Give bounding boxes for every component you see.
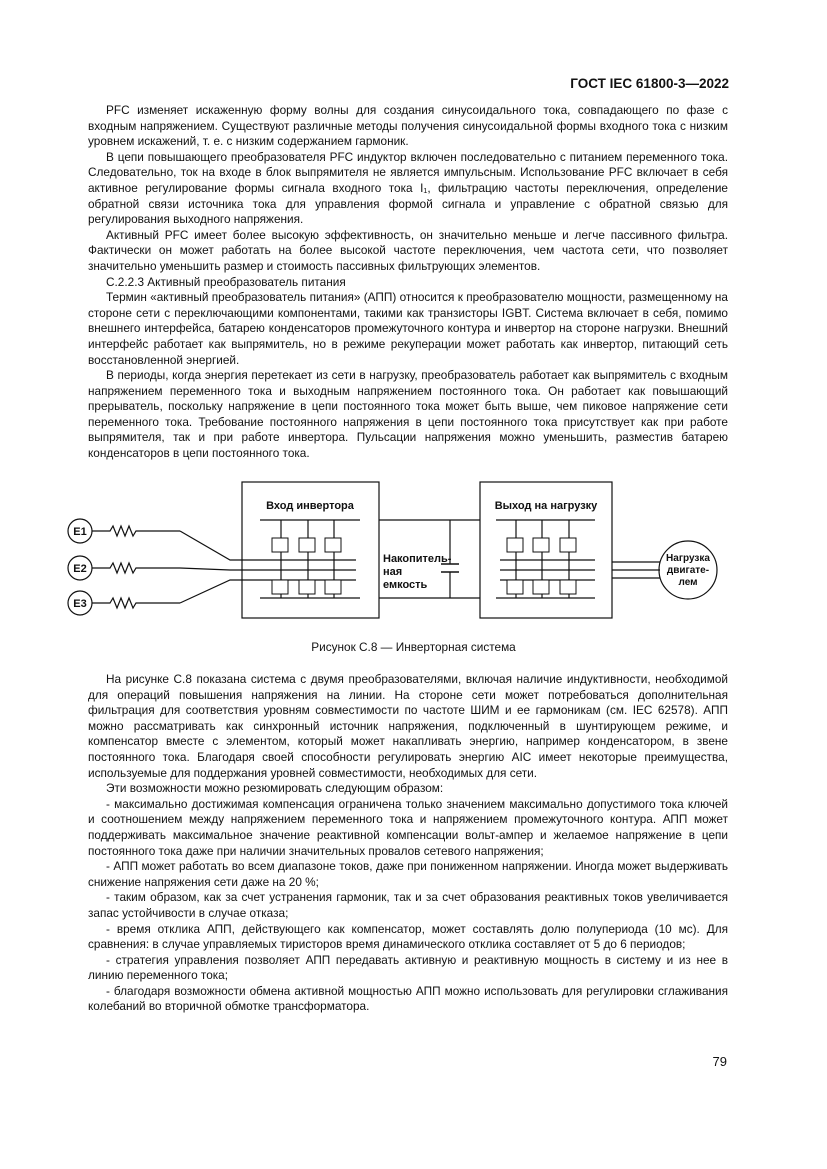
section-heading: С.2.2.3 Активный преобразователь питания xyxy=(106,274,346,289)
load-label-line1: Нагрузка xyxy=(666,553,710,564)
paragraph: В цепи повышающего преобразователя PFC индуктор включен последовательно с питанием переменного тока. Следовательно, ток на входе в блок выпрямителя не является импульсным. Использование PFC включает в себя активное регулирование формы сигнала входного тока I₁, фильтрацию частоты переключения, определение обратной связи источника тока для управления формой сигнала и управление с обратной связью для регулирования выходного напряжения. xyxy=(88,149,728,227)
source-e1-label: E1 xyxy=(73,526,87,538)
inverter-input-label: Вход инвертора xyxy=(266,500,354,512)
inductor-line-1 xyxy=(92,526,180,536)
list-item: - время отклика АПП, действующего как компенсатор, может составлять долю полупериода (10 мс). Для сравнения: в случае управляемых тиристоров время динамического отклика составляет от 5 до 6 периодов; xyxy=(88,921,728,952)
paragraph: На рисунке С.8 показана система с двумя преобразователями, включая наличие индуктивности, необходимой для операций повышения напряжения на линии. На стороне сети может потребоваться дополнительная фильтрация для соответствия уровням совместимости по частоте ШИМ и ее гармоникам (см. IEC 62578). АПП можно рассматривать как синхронный источник напряжения, подключенный в шунтирующем режиме, и компенсатор вместе с элементом, который может накапливать энергию, например конденсатором, в звене постоянного тока. Благодаря своей способности регулировать энергию AIC имеет некоторые преимущества, используемые для поддержания уровней совместимости, необходимых для сети. xyxy=(88,672,728,780)
paragraph: Активный PFC имеет более высокую эффективность, он значительно меньше и легче пассивного фильтра. Фактически он может работать на более высокой частоте переключения, чем частота сети, что позволяет значительно уменьшить размер и стоимость пассивных фильтрующих элементов. xyxy=(88,227,728,273)
list-item: - максимально достижимая компенсация ограничена только значением максимально допустимого тока ключей и соотношением между напряжением переменного тока и напряжением промежуточного контура. АПП может поддерживать максимальное значение реактивной компенсации вольт-ампер и желаемое напряжение в цепи постоянного тока даже при наличии значительных провалов сетевого напряжения; xyxy=(88,796,728,858)
inductor-line-3 xyxy=(92,598,180,608)
document-standard-header: ГОСТ IEC 61800-3—2022 xyxy=(570,76,729,91)
paragraph: Эти возможности можно резюмировать следующим образом: xyxy=(106,781,444,796)
figure-caption: Рисунок С.8 — Инверторная система xyxy=(311,640,516,654)
paragraph: PFC изменяет искаженную форму волны для создания синусоидального тока, совпадающего по фазе с входным напряжением. Существуют различные методы получения синусоидальной формы входного тока с низким уровнем искажений, т. е. с низким содержанием гармоник. xyxy=(88,103,728,149)
bottom-text-block xyxy=(88,672,728,1015)
source-e2-label: E2 xyxy=(73,563,87,575)
storage-label-line3: емкость xyxy=(383,579,428,591)
list-item: - таким образом, как за счет устранения гармоник, так и за счет образования реактивных токов увеличивается запас устойчивости в случае отказа; xyxy=(88,890,728,920)
storage-label-line2: ная xyxy=(383,566,403,578)
storage-label-line1: Накопитель- xyxy=(383,553,452,565)
load-label-line3: лем xyxy=(678,577,698,588)
paragraph: Термин «активный преобразователь питания» (АПП) относится к преобразователю мощности, размещенному на стороне сети с переключающими компонентами, такими как транзисторы IGBT. Система включает в себя, помимо внешнего интерфейса, батарею конденсаторов промежуточного контура и инвертор на стороне нагрузки. Внешний интерфейс работает как выпрямитель, но в режиме рекуперации может работать как инвертор, питающий сеть восстановленной энергией. xyxy=(88,290,728,367)
source-e3-label: E3 xyxy=(73,598,87,610)
page-number: 79 xyxy=(712,1054,727,1069)
capacitor-symbol xyxy=(441,564,459,572)
inductor-line-2 xyxy=(92,563,180,573)
load-label-line2: двигате- xyxy=(666,565,710,576)
list-item: - стратегия управления позволяет АПП передавать активную и реактивную мощность в систему и из нее в линию переменного тока; xyxy=(88,952,728,983)
inverter-system-diagram xyxy=(60,480,740,628)
paragraph: В периоды, когда энергия перетекает из сети в нагрузку, преобразователь работает как выпрямитель с входным напряжением переменного тока и выходным напряжением постоянного тока. Он работает как повышающий прерыватель, поскольку напряжение в цепи постоянного тока может быть выше, чем пиковое напряжение сети переменного тока. Требование постоянного напряжения в цепи постоянного тока присутствует как при работе выпрямителя, так и при работе инвертора. Пульсации напряжения можно уменьшить, разместив батарею конденсаторов в цепи постоянного тока. xyxy=(88,368,728,461)
list-item: - АПП может работать во всем диапазоне токов, даже при пониженном напряжении. Иногда может выдерживать снижение напряжения сети даже на 20 %; xyxy=(88,859,728,889)
list-item: - благодаря возможности обмена активной мощностью АПП можно использовать для регулировки сглаживания колебаний во вторичной обмотке трансформатора. xyxy=(88,983,728,1014)
output-label: Выход на нагрузку xyxy=(494,500,598,512)
top-text-block xyxy=(88,103,728,462)
